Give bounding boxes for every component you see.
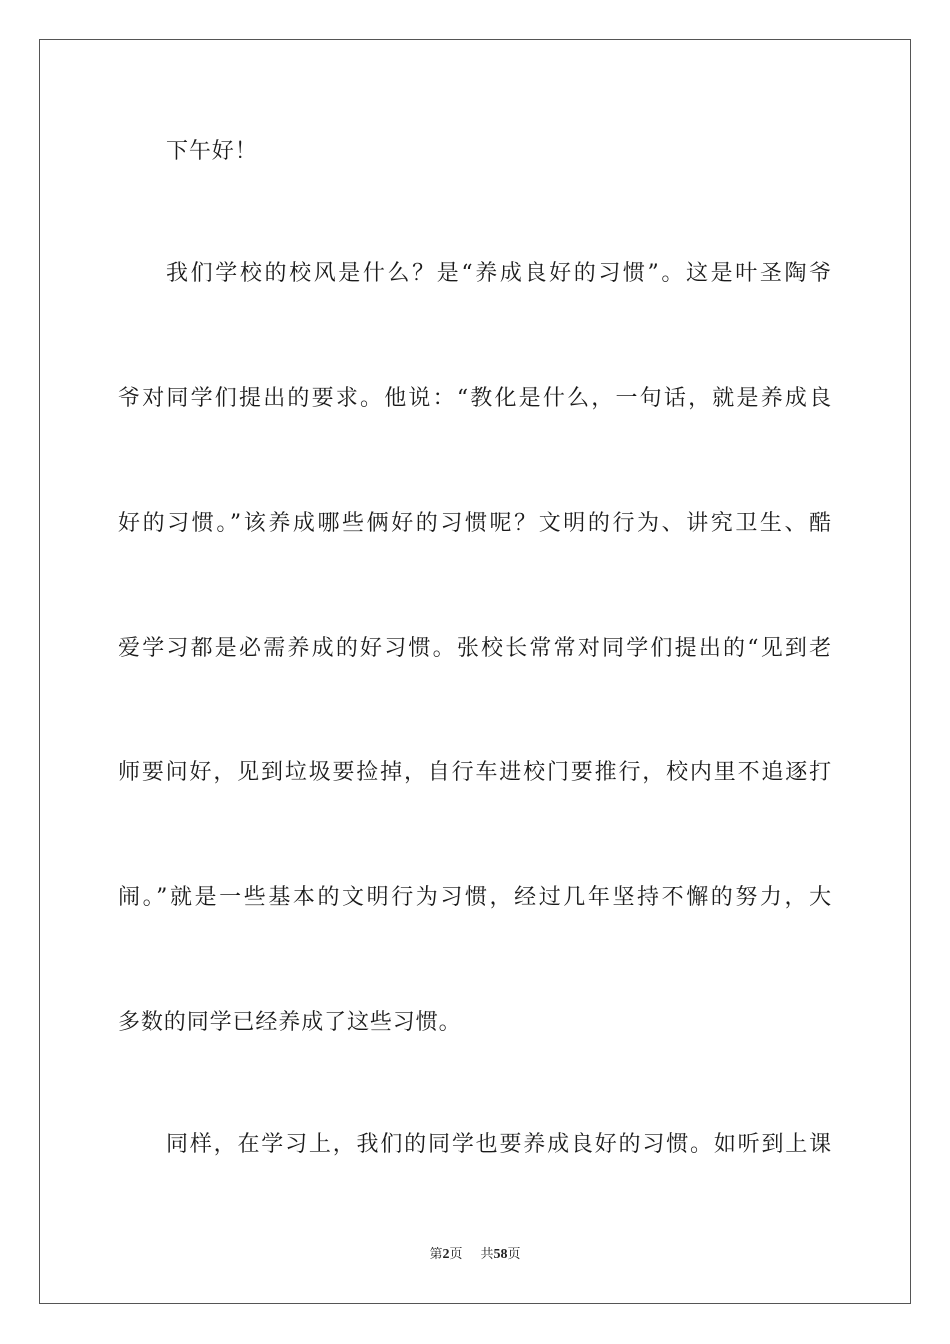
text-line-5: 师要问好，见到垃圾要捡掉，自行车进校门要推行，校内里不追逐打 (118, 760, 832, 785)
total-pages: 58 (493, 1247, 508, 1262)
greeting-line: 下午好！ (166, 139, 258, 164)
total-prefix: 共 (480, 1247, 494, 1262)
text-line-4: 爱学习都是必需养成的好习惯。张校长常常对同学们提出的“见到老 (118, 636, 832, 661)
page-number: 2 (442, 1247, 450, 1262)
text-line-3: 好的习惯。”该养成哪些俩好的习惯呢？文明的行为、讲究卫生、酷 (118, 511, 832, 536)
text-line-6: 闹。”就是一些基本的文明行为习惯，经过几年坚持不懈的努力，大 (118, 885, 832, 910)
total-suffix: 页 (507, 1247, 521, 1262)
page-prefix: 第 (429, 1247, 443, 1262)
page-border (39, 39, 911, 1304)
page-footer (0, 1246, 950, 1264)
text-line-2: 爷对同学们提出的要求。他说：“教化是什么，一句话，就是养成良 (118, 386, 832, 411)
page-suffix: 页 (449, 1247, 463, 1262)
text-line-1: 我们学校的校风是什么？是“养成良好的习惯”。这是叶圣陶爷 (166, 261, 832, 286)
text-line-8: 同样，在学习上，我们的同学也要养成良好的习惯。如听到上课 (166, 1132, 832, 1157)
text-line-7: 多数的同学已经养成了这些习惯。 (118, 1010, 462, 1035)
